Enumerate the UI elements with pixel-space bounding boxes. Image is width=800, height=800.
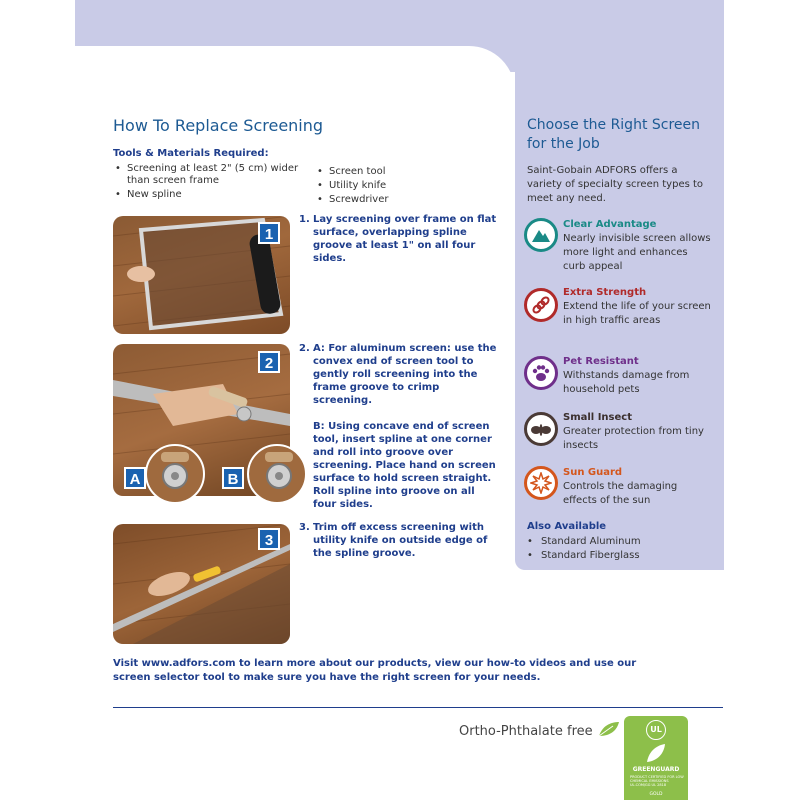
- right-heading: Choose the Right Screen for the Job: [527, 117, 701, 152]
- list-item: • Standard Aluminum: [527, 535, 641, 549]
- step-description: Trim off excess screening with utility knife on outside edge of the spline groove.: [313, 522, 488, 559]
- step-2-text: [299, 342, 499, 511]
- step-description: Lay screening over frame on flat surface, overlapping spline groove at least 1" on all four sides.: [313, 214, 497, 264]
- feature-description: Extend the life of your screen in high traffic areas: [563, 301, 711, 326]
- list-item: • Screening at least 2" (5 cm) wider than screen frame: [113, 163, 303, 187]
- detail-b-inset: [247, 444, 307, 504]
- step-1-text: [299, 213, 499, 265]
- step-description-a: A: For aluminum screen: use the convex end of screen tool to gently roll screening into the frame groove to crimp screening.: [313, 343, 497, 406]
- feature-title: Clear Advantage: [563, 219, 657, 230]
- feature-title: Pet Resistant: [563, 356, 639, 367]
- list-item: • Utility knife: [315, 180, 435, 192]
- sun-icon: [524, 466, 558, 500]
- step-3-text: [299, 521, 499, 560]
- tools-list-right: [315, 166, 435, 208]
- feature-description: Withstands damage from household pets: [563, 370, 690, 395]
- list-item: • Screen tool: [315, 166, 435, 178]
- page-title: How To Replace Screening: [113, 116, 324, 135]
- mountain-icon: [524, 218, 558, 252]
- paw-icon: [524, 356, 558, 390]
- feature-description: Greater protection from tiny insects: [563, 426, 704, 451]
- list-item: • New spline: [113, 189, 303, 201]
- feature-title: Sun Guard: [563, 467, 623, 478]
- detail-badge-a: A: [124, 467, 146, 489]
- concave-tool-icon: [249, 446, 305, 502]
- step-badge-2: 2: [258, 351, 280, 373]
- greenguard-level: GOLD: [649, 792, 663, 797]
- footer-divider: [113, 707, 723, 708]
- convex-tool-icon: [147, 446, 203, 502]
- detail-a-inset: [145, 444, 205, 504]
- detail-badge-b: B: [222, 467, 244, 489]
- feature-description: Controls the damaging effects of the sun: [563, 481, 678, 506]
- step-number: 2.: [299, 343, 310, 354]
- step-description-b: B: Using concave end of screen tool, insert spline at one corner and roll into groove over screening. Place hand on screen surface to hold screen straight. Roll spline into groove on all four sides.: [313, 421, 496, 510]
- ul-logo: UL: [646, 720, 666, 740]
- visit-website-text: Visit www.adfors.com to learn more about our products, view our how-to videos and use our screen selector tool to make sure you have the right screen for your needs.: [113, 658, 637, 683]
- step-number: 1.: [299, 214, 310, 225]
- ortho-phthalate-label: [459, 720, 621, 739]
- greenguard-badge: [624, 716, 688, 800]
- feature-title: Small Insect: [563, 412, 632, 423]
- list-item: • Screwdriver: [315, 194, 435, 206]
- tools-heading: Tools & Materials Required:: [113, 148, 269, 159]
- greenguard-name: GREENGUARD: [632, 766, 680, 773]
- step-badge-1: 1: [258, 222, 280, 244]
- insect-icon: [524, 412, 558, 446]
- tools-list-left: [113, 163, 303, 203]
- also-available-heading: Also Available: [527, 521, 607, 532]
- leaf-icon: [644, 742, 668, 764]
- step-badge-3: 3: [258, 528, 280, 550]
- greenguard-certification: PRODUCT CERTIFIED FOR LOW CHEMICAL EMISSIONS UL.COM/GG UL 2818: [630, 775, 684, 787]
- list-item: • Standard Fiberglass: [527, 549, 641, 563]
- step-number: 3.: [299, 522, 310, 533]
- right-intro: Saint-Gobain ADFORS offers a variety of specialty screen types to meet any need.: [527, 165, 704, 204]
- ortho-phthalate-text: Ortho-Phthalate free: [459, 724, 593, 739]
- chain-icon: [524, 288, 558, 322]
- also-available-list: [527, 535, 641, 563]
- leaf-icon: [597, 720, 621, 738]
- feature-title: Extra Strength: [563, 287, 647, 298]
- feature-description: Nearly invisible screen allows more light and enhances curb appeal: [563, 233, 711, 272]
